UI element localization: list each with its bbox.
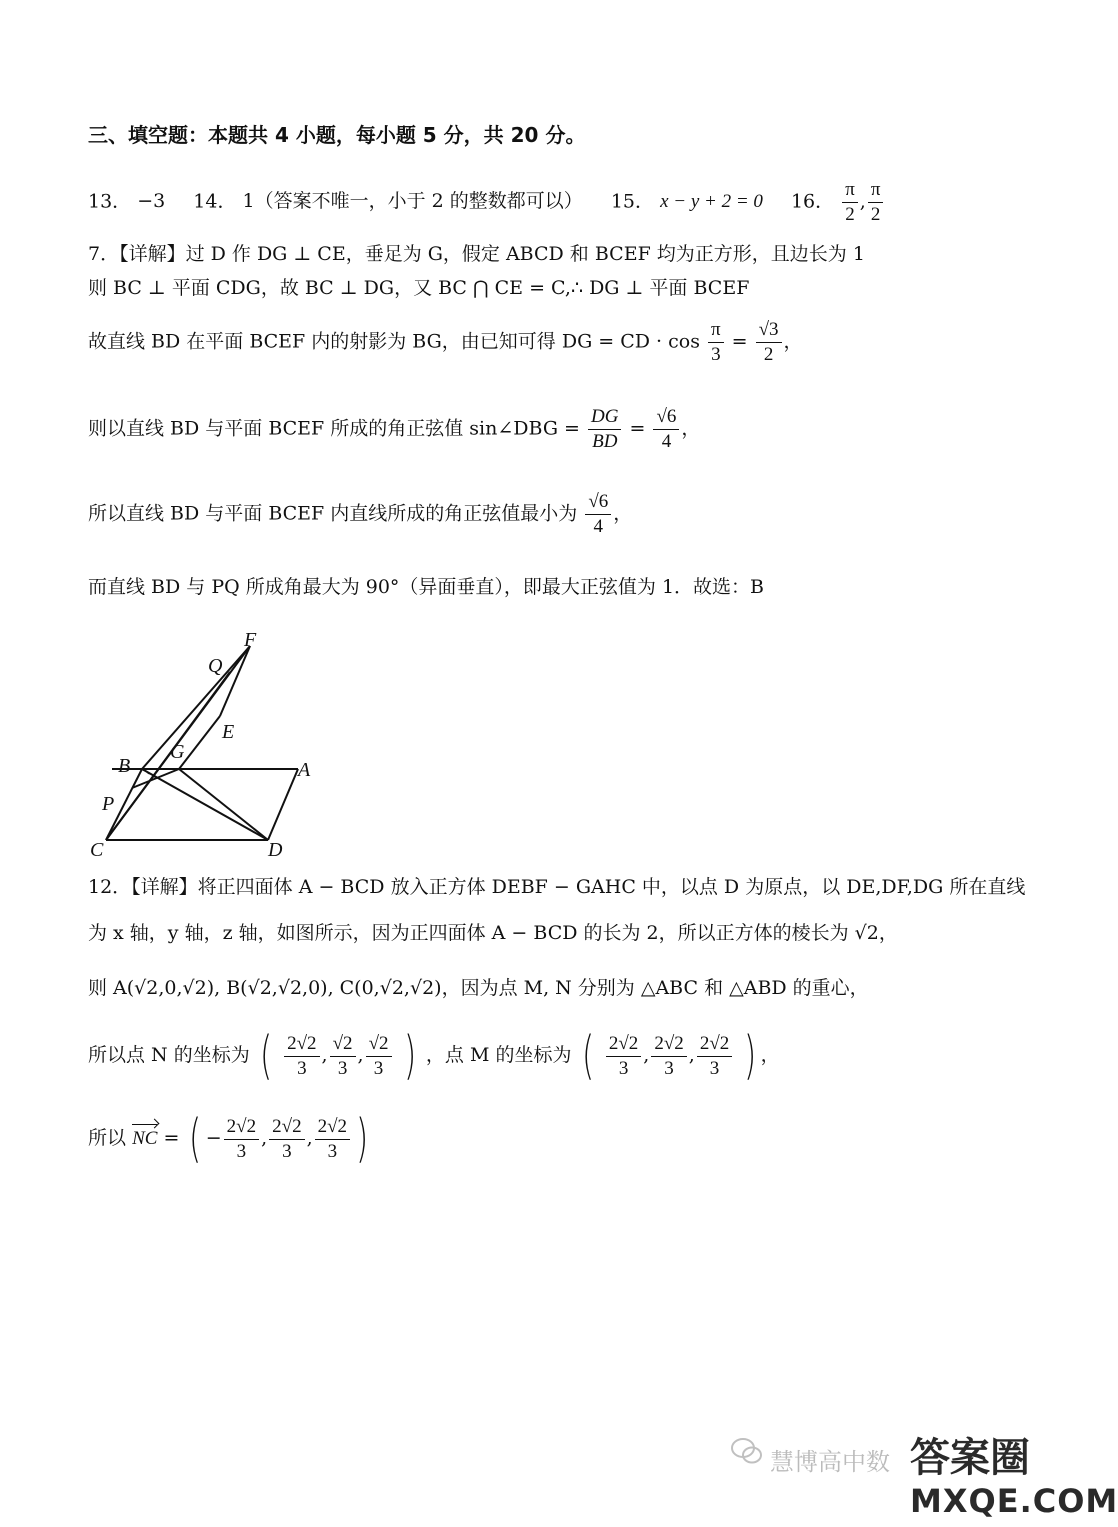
watermark-account: 慧博高中数	[770, 1448, 890, 1476]
dg-over-bd: $\frac{DG}{BD}$	[588, 405, 621, 454]
edge-eg	[179, 716, 220, 769]
label-g: G	[170, 741, 185, 763]
q7-line-5: 所以直线 BD 与平面 BCEF 内直线所成的角正弦值最小为 $\frac{√6}{4}$ ，	[88, 491, 633, 537]
label-p: P	[102, 793, 115, 815]
q16-number: 16．	[790, 190, 835, 213]
q12-line-1: 12．【详解】将正四面体 A − BCD 放入正方体 DEBF − GAHC 中，以点 D 为原点，以 DE,DF,DG 所在直线	[88, 876, 1026, 898]
label-c: C	[90, 839, 104, 861]
q13-answer: −3	[137, 190, 166, 213]
q13-number: 13．	[88, 190, 132, 213]
n-y-coordinate: $\frac{√2}{3}$	[330, 1032, 356, 1081]
q7-line-4: 则以直线 BD 与平面 BCEF 所成的角正弦值 sin∠DBG = $\frac{DG}{BD}$ = $\frac{√6}{4}$ ，	[88, 406, 701, 452]
m-y-coordinate: $\frac{2√2}{3}$	[651, 1032, 686, 1081]
q12-line-4: 所以点 N 的坐标为 ( $\frac{2√2}{3}$ , $\frac{√2}{3}$ , $\frac{√2}{3}$ ) ，点 M 的坐标为 ( $\frac{2√2}{3}$ , $\frac{2√2}{3}$ , $\frac{2√2}{3}$ ) ，	[88, 1026, 780, 1086]
m-x-coordinate: $\frac{2√2}{3}$	[606, 1032, 641, 1081]
m-z-coordinate: $\frac{2√2}{3}$	[697, 1032, 732, 1081]
edge-gd	[179, 769, 268, 840]
min-sine-fraction: $\frac{√6}{4}$	[585, 490, 611, 539]
q14-answer: 1（答案不唯一，小于 2 的整数都可以）	[242, 190, 583, 213]
geometry-figure	[84, 626, 314, 862]
q15-number: 15．	[610, 190, 655, 213]
n-z-coordinate: $\frac{√2}{3}$	[366, 1032, 392, 1081]
root3-over-2: $\frac{√3}{2}$	[756, 318, 782, 367]
q7-line-6: 而直线 BD 与 PQ 所成角最大为 90°（异面垂直），即最大正弦值为 1．故选：B	[88, 576, 765, 598]
label-e: E	[222, 721, 235, 743]
label-q: Q	[208, 655, 223, 677]
nc-z-coordinate: $\frac{2√2}{3}$	[315, 1115, 350, 1164]
q7-line-2: 则 BC ⊥ 平面 CDG，故 BC ⊥ DG，又 BC ⋂ CE = C,∴ DG ⊥ 平面 BCEF	[88, 277, 750, 299]
watermark-brand: 答案圈	[910, 1435, 1030, 1481]
label-d: D	[268, 839, 283, 861]
q12-line-2: 为 x 轴，y 轴，z 轴，如图所示，因为正四面体 A − BCD 的长为 2，所以正方体的棱长为 √2，	[88, 922, 898, 944]
q7-line-3: 故直线 BD 在平面 BCEF 内的射影为 BG，由已知可得 DG = CD · cos $\frac{\pi}{3}$ = $\frac{√3}{2}$ ，	[88, 319, 803, 365]
vector-nc: NC	[132, 1127, 157, 1152]
label-a: A	[298, 759, 311, 781]
q12-line-3: 则 A(√2,0,√2), B(√2,√2,0), C(0,√2,√2)，因为点 M, N 分别为 △ABC 和 △ABD 的重心，	[88, 977, 869, 999]
pi-over-3: $\frac{\pi}{3}$	[708, 318, 724, 367]
label-b: B	[118, 755, 131, 777]
q12-line-5: 所以 NC = ( − $\frac{2√2}{3}$ , $\frac{2√2}{3}$ , $\frac{2√2}{3}$ )	[88, 1109, 369, 1169]
q15-answer: x − y + 2 = 0	[660, 191, 763, 213]
watermark-domain: MXQE.COM	[910, 1482, 1118, 1520]
nc-x-coordinate: $\frac{2√2}{3}$	[224, 1115, 259, 1164]
n-x-coordinate: $\frac{2√2}{3}$	[284, 1032, 319, 1081]
label-f: F	[244, 629, 257, 651]
q16-fraction-2: $\frac{\pi}{2}$	[868, 178, 884, 227]
answers-row: 13． −3 14． 1（答案不唯一，小于 2 的整数都可以） 15． x − y + 2 = 0 16． $\frac{\pi}{2}$ , $\frac{\pi}{2}$	[88, 178, 885, 227]
watermark	[730, 1420, 1118, 1527]
wechat-icon	[730, 1436, 764, 1466]
root6-over-4: $\frac{√6}{4}$	[653, 405, 679, 454]
edge-bf	[142, 646, 250, 769]
q14-number: 14．	[193, 190, 237, 213]
nc-y-coordinate: $\frac{2√2}{3}$	[269, 1115, 304, 1164]
q7-line-1: 7．【详解】过 D 作 DG ⊥ CE，垂足为 G，假定 ABCD 和 BCEF 均为正方形，且边长为 1	[88, 243, 865, 265]
edge-ad	[268, 769, 298, 840]
edge-bd	[142, 769, 268, 840]
section-title: 三、填空题：本题共 4 小题，每小题 5 分，共 20 分。	[88, 123, 586, 147]
q16-fraction-1: $\frac{\pi}{2}$	[842, 178, 858, 227]
